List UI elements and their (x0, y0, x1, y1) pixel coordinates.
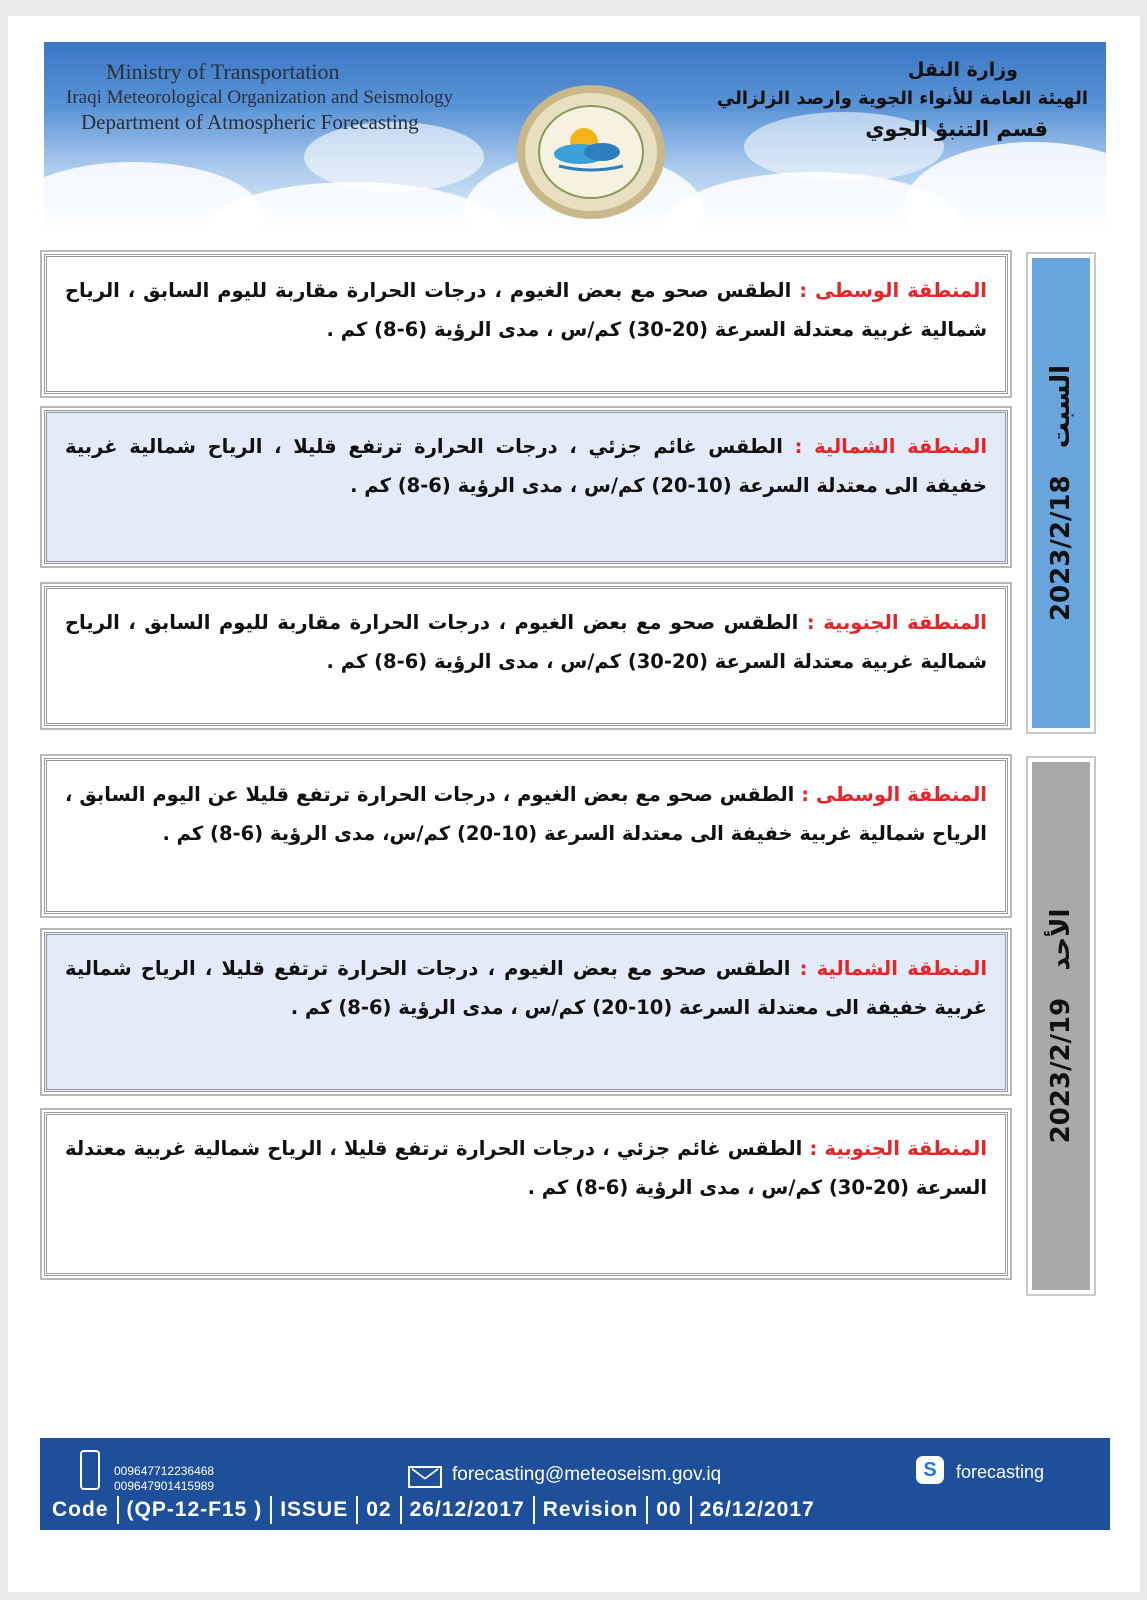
skype-icon: S (916, 1456, 944, 1484)
document-page (8, 16, 1140, 1592)
region-box-north (44, 410, 1008, 564)
header-banner (44, 42, 1106, 232)
region-box-north (44, 932, 1008, 1092)
phone-number-1: 009647712236468 (114, 1464, 215, 1478)
date-strip-fill (1032, 762, 1090, 1290)
department-name-ar: قسم التنبؤ الجوي (865, 117, 1048, 142)
region-label: المنطقة الشمالية : (794, 435, 987, 458)
issue-date: 26/12/2017 (400, 1496, 533, 1524)
date-label (1046, 365, 1076, 621)
phone-number-2: 009647901415989 (114, 1479, 215, 1493)
region-box-central (44, 254, 1008, 394)
region-forecast: الطقس صحو مع بعض الغيوم ، درجات الحرارة ترتفع قليلا عن اليوم السابق ، الرياح شمالية غربية خفيفة الى معتدلة السرعة (10-20) كم/س، مدى الرؤية (6-8) كم . (65, 783, 987, 845)
day-forecast-1 (44, 252, 1124, 734)
region-box-south (44, 1112, 1008, 1276)
region-label: المنطقة الوسطى : (801, 783, 987, 806)
footer-bar (40, 1438, 1110, 1530)
revision-label: Revision (533, 1496, 647, 1524)
date-strip-fill (1032, 258, 1090, 728)
region-label: المنطقة الجنوبية : (806, 611, 987, 634)
organization-name-en: Iraqi Meteorological Organization and Seismology (66, 86, 453, 108)
date: 2023/2/18 (1046, 475, 1076, 622)
day-forecast-2 (44, 756, 1124, 1296)
phone-numbers (114, 1464, 214, 1494)
region-forecast: الطقس صحو مع بعض الغيوم ، درجات الحرارة مقاربة لليوم السابق ، الرياح شمالية غربية معتدلة السرعة (20-30) كم/س ، مدى الرؤية (6-8) كم . (65, 611, 987, 673)
date: 2023/2/19 (1046, 997, 1076, 1144)
skype-handle[interactable]: forecasting (956, 1462, 1045, 1482)
document-code-row (44, 1496, 1106, 1524)
code-value: (QP-12-F15 ) (117, 1496, 271, 1524)
code-label: Code (52, 1498, 109, 1521)
weekday: السبت (1046, 364, 1076, 449)
region-box-central (44, 758, 1008, 914)
issue-label: ISSUE (270, 1496, 356, 1524)
region-forecast: الطقس صحو مع بعض الغيوم ، درجات الحرارة ترتفع قليلا ، الرياح شمالية غربية خفيفة الى معتدلة السرعة (10-20) كم/س ، مدى الرؤية (6-8) كم . (65, 957, 987, 1019)
ministry-name-en: Ministry of Transportation (106, 59, 340, 84)
organization-name-ar: الهيئة العامة للأنواء الجوية وارصد الزلزالي (716, 88, 1088, 110)
issue-value: 02 (356, 1496, 399, 1524)
region-forecast: الطقس صحو مع بعض الغيوم ، درجات الحرارة مقاربة لليوم السابق ، الرياح شمالية غربية معتدلة السرعة (20-30) كم/س ، مدى الرؤية (6-8) كم . (65, 279, 987, 341)
region-label: المنطقة الشمالية : (799, 957, 988, 980)
weekday: الأحد (1046, 908, 1076, 971)
ministry-english-title (66, 58, 453, 136)
revision-date: 26/12/2017 (690, 1496, 823, 1524)
region-label: المنطقة الوسطى : (799, 279, 987, 302)
region-forecast: الطقس غائم جزئي ، درجات الحرارة ترتفع قليلا ، الرياح شمالية غربية خفيفة الى معتدلة السرعة (10-20) كم/س ، مدى الرؤية (6-8) كم . (65, 435, 987, 497)
mail-icon (408, 1466, 442, 1488)
date-label (1046, 909, 1076, 1144)
department-name-en: Department of Atmospheric Forecasting (81, 110, 419, 135)
region-box-south (44, 586, 1008, 726)
region-forecast: الطقس غائم جزئي ، درجات الحرارة ترتفع قليلا ، الرياح شمالية غربية معتدلة السرعة (20-30) كم/س ، مدى الرؤية (6-8) كم . (65, 1137, 987, 1199)
phone-icon (80, 1450, 100, 1490)
email-link[interactable]: forecasting@meteoseism.gov.iq (452, 1464, 722, 1485)
date-strip (1026, 252, 1096, 734)
ministry-arabic-title (708, 56, 1088, 146)
revision-value: 00 (646, 1496, 689, 1524)
ministry-name-ar: وزارة النقل (907, 59, 1018, 81)
date-strip (1026, 756, 1096, 1296)
region-label: المنطقة الجنوبية : (809, 1137, 988, 1160)
organization-logo (514, 82, 669, 222)
